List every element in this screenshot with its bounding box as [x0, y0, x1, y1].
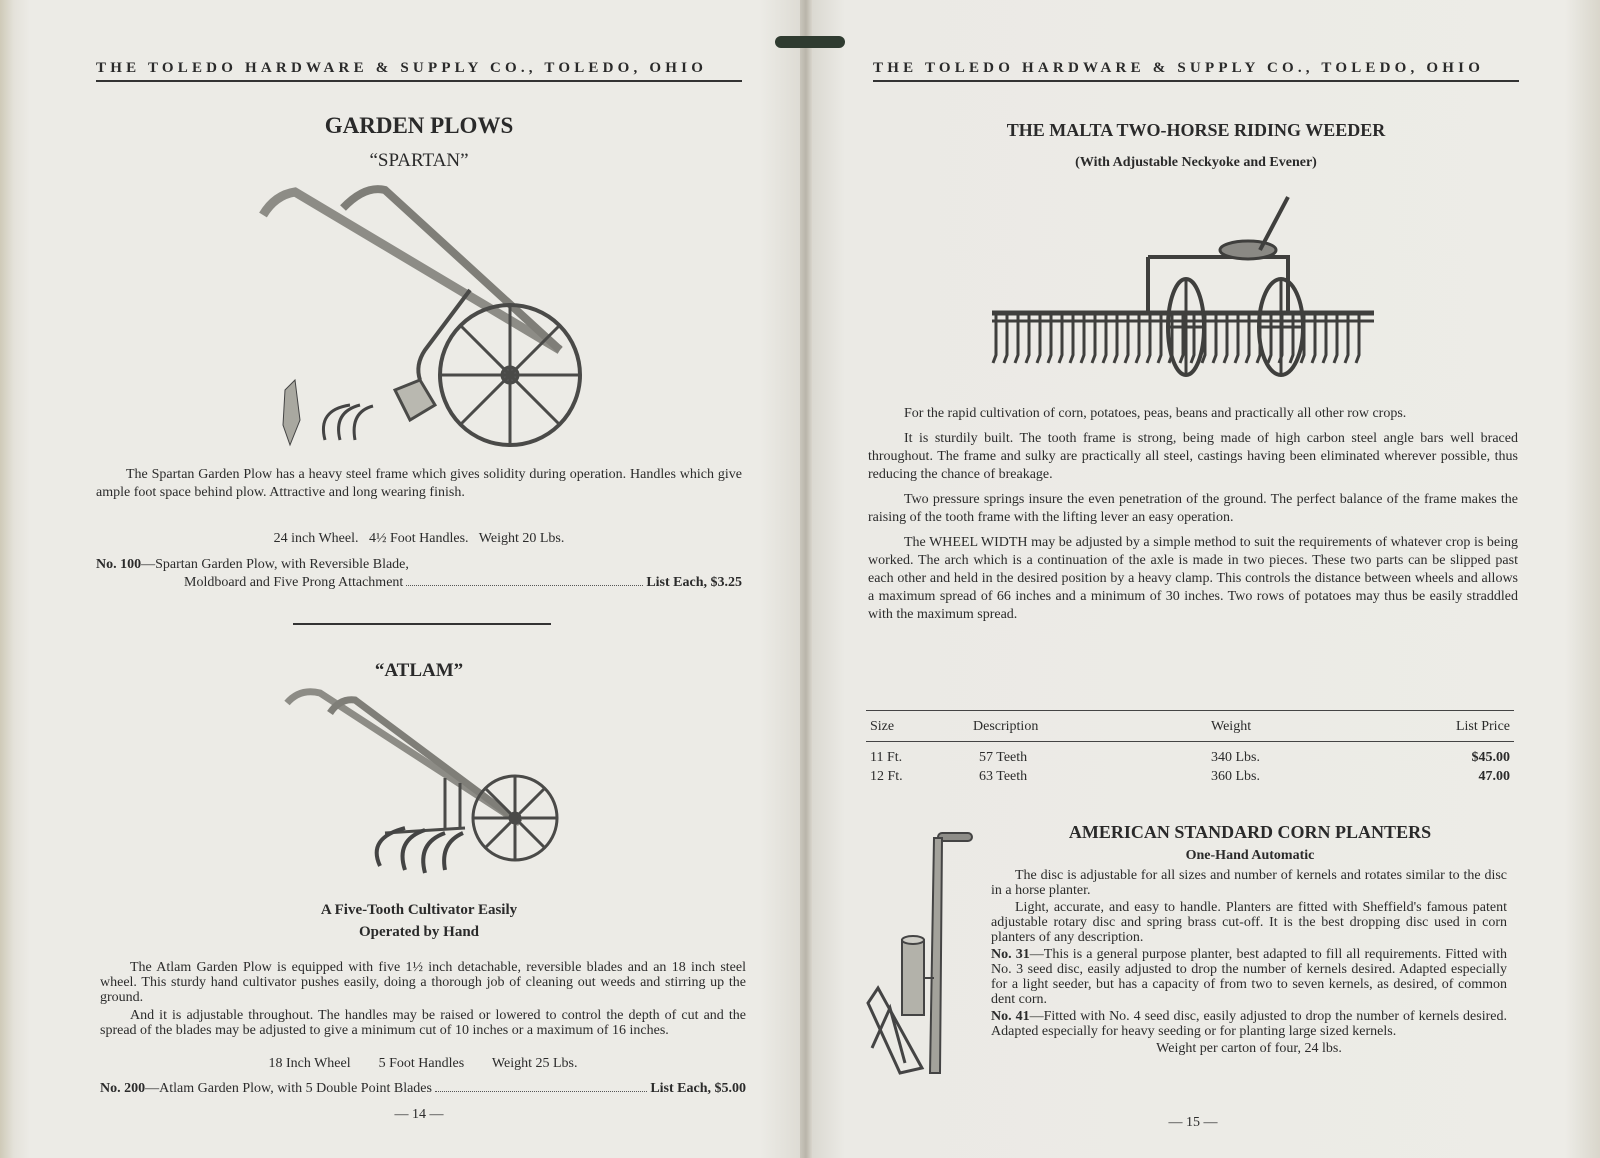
atlam-item-number: No. 200 — [100, 1081, 146, 1096]
planters-paragraph-2: Light, accurate, and easy to handle. Planters are fitted with Sheffield's famous patent adjustable rotary disc and spring brass cut-off. It is the best dropping disc used in corn planters of any description. — [991, 900, 1507, 945]
weeder-paragraph-2: It is sturdily built. The tooth frame is strong, being made of high carbon steel angle bars well braced throughout. The frame and sulky are practically all steel, castings having been eliminated wherever possible, thus reducing the chance of breakage. — [868, 431, 1518, 482]
left-running-header: THE TOLEDO HARDWARE & SUPPLY CO., TOLEDO, OHIO — [96, 60, 742, 82]
weeder-description — [868, 405, 1518, 624]
planter-no41 — [991, 1009, 1507, 1039]
atlam-item — [100, 1080, 746, 1098]
planter-no31 — [991, 947, 1507, 1007]
header-size: Size — [870, 719, 895, 734]
atlam-description-1: The Atlam Garden Plow is equipped with five 1½ inch detachable, reversible blades and an 18 inch steel wheel. This sturdy hand cultivator pushes easily, doing a thorough job of cleaning out weeds and stirring up the ground. — [100, 960, 746, 1005]
spartan-price: List Each, $3.25 — [646, 575, 742, 590]
header-weight: Weight — [1211, 719, 1252, 734]
no41-label: No. 41 — [991, 1009, 1030, 1024]
atlam-caption-line1: A Five-Tooth Cultivator Easily — [320, 902, 518, 918]
atlam-cultivator-illustration — [285, 688, 555, 888]
spartan-plow-illustration — [255, 180, 585, 465]
row-price: 47.00 — [1478, 769, 1510, 784]
weeder-subtitle: (With Adjustable Neckyoke and Evener) — [1075, 155, 1317, 170]
row-price: $45.00 — [1471, 750, 1510, 765]
spartan-specs: 24 inch Wheel. 4½ Foot Handles. Weight 20 Lbs. — [273, 531, 565, 546]
table-row — [866, 766, 1514, 788]
book-gutter — [800, 0, 812, 1158]
spartan-description: The Spartan Garden Plow has a heavy steel frame which gives solidity during operation. Handles which give ample foot space behind plow. Attractive and long wearing finish. — [96, 467, 742, 500]
planters-weight: Weight per carton of four, 24 lbs. — [1156, 1041, 1342, 1056]
cultivator-teeth-icon — [377, 828, 463, 873]
weeder-price-table — [866, 710, 1514, 788]
no41-text: —Fitted with No. 4 seed disc, easily adjusted to drop the number of kernels desired. Adapted especially for heavy seeding or for planting large sized kernels. — [991, 1009, 1507, 1039]
weeder-paragraph-1: For the rapid cultivation of corn, potatoes, peas, beans and practically all other row crops. — [904, 406, 1407, 421]
reversible-blade-icon — [283, 380, 300, 445]
spartan-item — [96, 556, 742, 592]
no31-label: No. 31 — [991, 947, 1030, 962]
spartan-item-line2: Moldboard and Five Prong Attachment — [184, 575, 404, 590]
header-description: Description — [973, 719, 1039, 734]
atlam-price: List Each, $5.00 — [650, 1081, 746, 1096]
atlam-description-2: And it is adjustable throughout. The handles may be raised or lowered to control the depth of cut and the spread of the blades may be adjusted to give a minimum cut of 10 inches or a maximum of 16 inches. — [100, 1008, 746, 1038]
left-page-number: — 14 — — [394, 1107, 444, 1122]
row-size: 12 Ft. — [870, 769, 903, 784]
atlam-name: “ATLAM” — [374, 660, 464, 681]
spartan-name: “SPARTAN” — [369, 150, 469, 171]
weeder-paragraph-3: Two pressure springs insure the even penetration of the ground. The perfect balance of the frame makes the raising of the tooth frame with the lifting lever an easy operation. — [868, 492, 1518, 525]
row-weight: 360 Lbs. — [1211, 769, 1260, 784]
binding-thread — [775, 36, 845, 48]
spartan-item-number: No. 100 — [96, 557, 142, 572]
right-page-number: — 15 — — [1168, 1115, 1218, 1130]
atlam-specs: 18 Inch Wheel 5 Foot Handles Weight 25 Lbs. — [268, 1056, 578, 1071]
row-size: 11 Ft. — [870, 750, 903, 765]
no31-text: —This is a general purpose planter, best adapted to fill all requirements. Fitted with No. 3 seed disc, easily adjusted to drop the number of kernels desired. Adapted especially for a light seeder, but has a capacity of from two to seven kernels, as desired, of common dent corn. — [991, 947, 1507, 1007]
section-divider — [293, 623, 551, 625]
left-page-title: GARDEN PLOWS — [324, 113, 514, 138]
prong-attachment-icon — [323, 405, 373, 440]
atlam-item-line: —Atlam Garden Plow, with 5 Double Point Blades — [145, 1081, 432, 1096]
weeder-paragraph-4: The WHEEL WIDTH may be adjusted by a simple method to suit the requirements of whatever crop is being worked. The arch which is a continuation of the axle is made in two pieces. These two parts can be slipped past each other and held in the desired position by a heavy clamp. This controls the distance between wheels and allows a maximum spread of 66 inches and a minimum of 30 inches. Two rows of potatoes may thus be easily straddled with the maximum spread. — [868, 535, 1518, 622]
planters-paragraph-1: The disc is adjustable for all sizes and number of kernels and rotates similar to the disc in a horse planter. — [991, 868, 1507, 898]
row-weight: 340 Lbs. — [1211, 750, 1260, 765]
header-list-price: List Price — [1455, 719, 1510, 734]
spartan-item-line1: —Spartan Garden Plow, with Reversible Blade, — [141, 557, 409, 572]
corn-planter-illustration — [860, 828, 980, 1098]
table-header-row — [866, 711, 1514, 742]
row-description: 63 Teeth — [979, 769, 1028, 784]
atlam-caption-line2: Operated by Hand — [358, 924, 479, 940]
planters-subtitle: One-Hand Automatic — [1185, 848, 1315, 863]
weeder-title: THE MALTA TWO-HORSE RIDING WEEDER — [1006, 120, 1386, 140]
right-running-header: THE TOLEDO HARDWARE & SUPPLY CO., TOLEDO, OHIO — [873, 60, 1519, 82]
riding-weeder-illustration — [988, 195, 1378, 385]
planters-description — [991, 868, 1507, 1056]
table-row — [866, 742, 1514, 767]
row-description: 57 Teeth — [979, 750, 1028, 765]
planters-title: AMERICAN STANDARD CORN PLANTERS — [1068, 822, 1432, 842]
